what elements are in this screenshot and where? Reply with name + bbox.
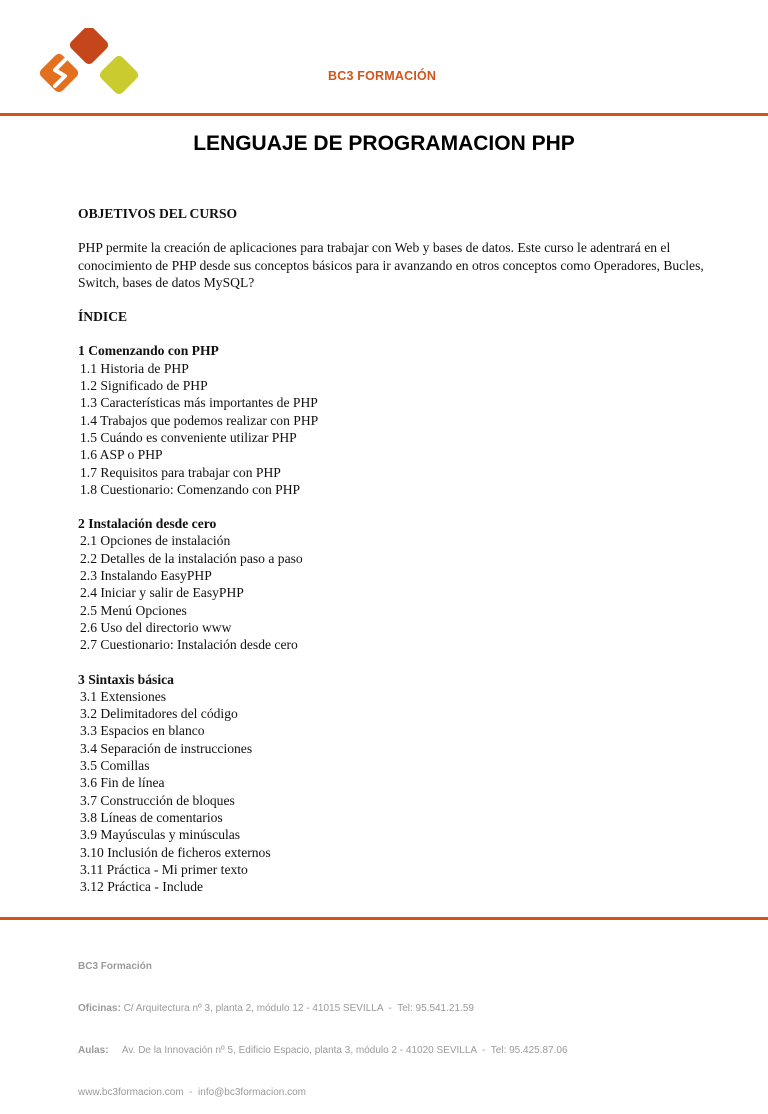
chapter-title: 1 Comenzando con PHP <box>78 343 219 359</box>
logo-square-top <box>68 28 110 66</box>
brand-name: BC3 FORMACIÓN <box>328 69 437 83</box>
footer-classrooms-text: Av. De la Innovación nº 5, Edificio Espacio, planta 3, módulo 2 - 41020 SEVILLA - Tel: 95.425.87.06 <box>108 1045 568 1056</box>
document-title: LENGUAJE DE PROGRAMACION PHP <box>193 132 575 155</box>
index-item: 3.11 Práctica - Mi primer texto <box>80 861 248 877</box>
document-body <box>78 205 718 895</box>
index-item: 3.5 Comillas <box>80 758 150 774</box>
index-item: 1.8 Cuestionario: Comenzando con PHP <box>80 481 301 497</box>
index-item: 1.4 Trabajos que podemos realizar con PHP <box>80 412 319 428</box>
index-list <box>78 342 718 895</box>
index-item: 3.10 Inclusión de ficheros externos <box>80 844 271 860</box>
index-chapter <box>78 671 718 896</box>
index-item: 1.6 ASP o PHP <box>80 447 163 463</box>
index-item: 2.5 Menú Opciones <box>80 602 187 618</box>
chapter-title: 2 Instalación desde cero <box>78 516 217 532</box>
index-item: 2.4 Iniciar y salir de EasyPHP <box>80 585 244 601</box>
header-divider <box>0 113 768 116</box>
index-item: 3.1 Extensiones <box>80 688 167 704</box>
footer-offices-text: C/ Arquitectura nº 3, planta 2, módulo 12 - 41015 SEVILLA - Tel: 95.541.21.59 <box>120 1003 474 1014</box>
objectives-paragraph: PHP permite la creación de aplicaciones para trabajar con Web y bases de datos. Este curso le adentrará en el conocimiento de PHP desde sus conceptos básicos para ir avanzando en otros conceptos como Operadores, Bucles, Switch, bases de datos MySQL? <box>78 240 704 290</box>
chapter-title: 3 Sintaxis básica <box>78 671 174 687</box>
footer-web-email: www.bc3formacion.com - info@bc3formacion.com <box>78 1087 307 1098</box>
index-item: 2.7 Cuestionario: Instalación desde cero <box>80 637 298 653</box>
footer-divider <box>0 917 768 920</box>
index-item: 2.3 Instalando EasyPHP <box>80 568 212 584</box>
index-item: 1.3 Características más importantes de PHP <box>80 395 318 411</box>
footer-offices <box>78 1002 758 1016</box>
index-item: 2.2 Detalles de la instalación paso a paso <box>80 550 303 566</box>
index-item: 2.6 Uso del directorio www <box>80 619 232 635</box>
logo-square-right <box>98 54 140 96</box>
index-item: 1.1 Historia de PHP <box>80 360 189 376</box>
objectives-heading: OBJETIVOS DEL CURSO <box>78 206 238 221</box>
index-item: 3.6 Fin de línea <box>80 775 165 791</box>
index-item: 2.1 Opciones de instalación <box>80 533 231 549</box>
index-item: 3.8 Líneas de comentarios <box>80 809 223 825</box>
footer <box>78 932 758 1114</box>
footer-classrooms-label: Aulas: <box>78 1045 109 1056</box>
footer-offices-label: Oficinas: <box>78 1003 121 1014</box>
index-item: 3.9 Mayúsculas y minúsculas <box>80 827 241 843</box>
index-item: 3.3 Espacios en blanco <box>80 723 205 739</box>
index-heading: ÍNDICE <box>78 309 128 325</box>
index-chapter <box>78 342 718 498</box>
index-item: 3.12 Práctica - Include <box>80 879 204 895</box>
index-item: 1.2 Significado de PHP <box>80 378 208 394</box>
index-item: 1.5 Cuándo es conveniente utilizar PHP <box>80 429 297 445</box>
index-chapter <box>78 515 718 653</box>
index-item: 1.7 Requisitos para trabajar con PHP <box>80 464 281 480</box>
footer-classrooms <box>78 1044 758 1058</box>
index-item: 3.4 Separación de instrucciones <box>80 740 253 756</box>
footer-company: BC3 Formación <box>78 961 152 972</box>
index-item: 3.7 Construcción de bloques <box>80 792 235 808</box>
bc3-logo <box>38 28 146 106</box>
index-item: 3.2 Delimitadores del código <box>80 706 238 722</box>
